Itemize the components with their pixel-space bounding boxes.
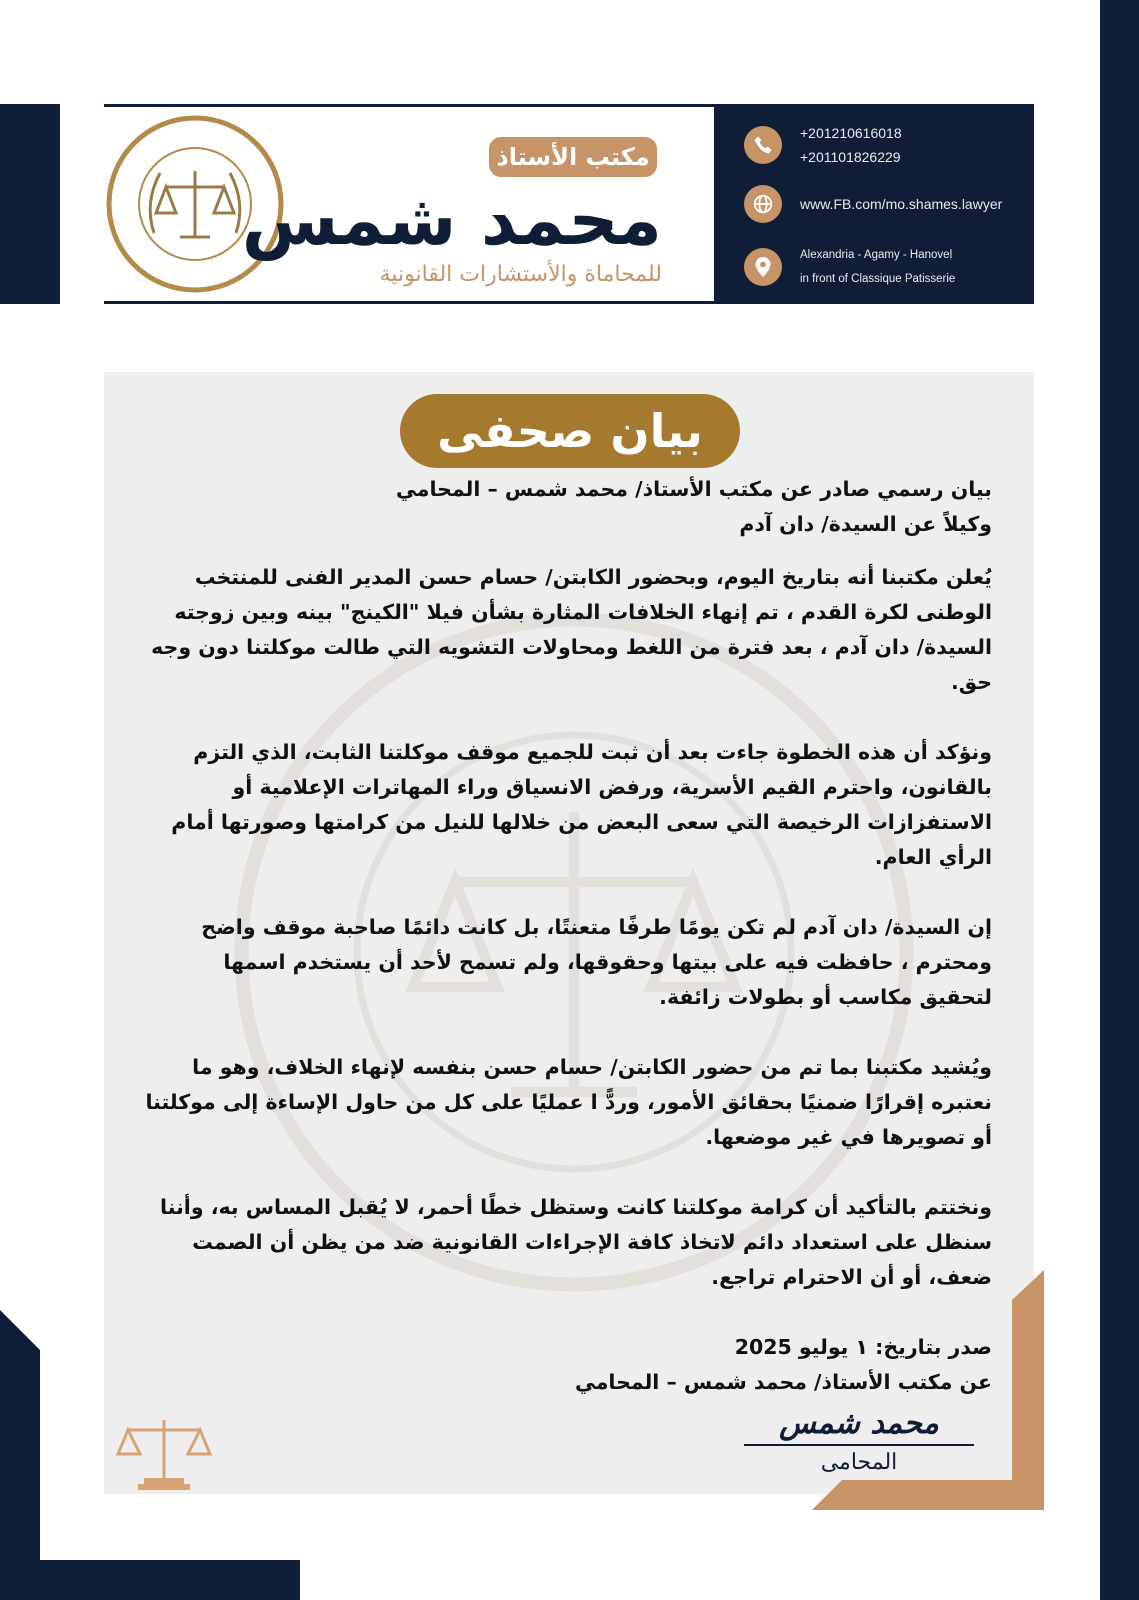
scales-of-justice-icon: [114, 1412, 214, 1492]
left-decorative-bar: [0, 104, 60, 304]
paragraph-4: ويُشيد مكتبنا بما تم من حضور الكابتن/ حسام حسن بنفسه لإنهاء الخلاف، وهو ما نعتبره إقرارًا ضمنيًا بحقائق الأمور، وردًّ ا عمليًا على كل من حاول الإساءة إلى موكلتنا أو تصويرها في غير موضعها.: [145, 1055, 992, 1149]
intro-line-1: بيان رسمي صادر عن مكتب الأستاذ/ محمد شمس – المحامي: [396, 477, 992, 501]
paragraph-3: إن السيدة/ دان آدم لم تكن يومًا طرفًا متعنتًا، بل كانت دائمًا صاحبة موقف واضح ومحترم ، حافظت فيه على بيتها وحقوقها، ولم تسمح لأحد أن يستخدم اسمها لتحقيق مكاسب أو بطولات زائفة.: [201, 915, 992, 1009]
issue-date: صدر بتاريخ: ١ يوليو 2025: [734, 1335, 992, 1359]
globe-icon: [744, 185, 782, 223]
contact-website: [744, 185, 1002, 223]
phone-number-1[interactable]: +201210616018: [800, 125, 902, 141]
letterhead: [104, 104, 1034, 304]
website-link[interactable]: www.FB.com/mo.shames.lawyer: [800, 196, 1003, 212]
phone-icon: [744, 126, 782, 164]
paragraph-1: يُعلن مكتبنا أنه بتاريخ اليوم، وبحضور الكابتن/ حسام حسن المدير الفنى للمنتخب الوطنى لكرة القدم ، تم إنهاء الخلافات المثارة بشأن فيلا "الكينج" بينه وبين زوجته السيدة/ دان آدم ، بعد فترة من اللغط ومحاولات التشويه التي طالت موكلتنا دون وجه حق.: [151, 565, 992, 694]
address-line-1: Alexandria - Agamy - Hanovel: [800, 249, 953, 261]
intro-line-2: وكيلاً عن السيدة/ دان آدم: [739, 512, 992, 536]
contact-address: [744, 243, 955, 291]
statement-title-badge: بيان صحفى: [400, 394, 740, 468]
phone-number-2[interactable]: +201101826229: [800, 149, 901, 165]
contact-panel: [714, 107, 1034, 301]
lawyer-name-logo: محمد شمس: [241, 179, 662, 261]
address-line-2: in front of Classique Patisserie: [800, 273, 956, 285]
paragraph-5: ونختتم بالتأكيد أن كرامة موكلتنا كانت وستظل خطًا أحمر، لا يُقبل المساس به، وأننا سنظل على استعداد دائم لاتخاذ كافة الإجراءات القانونية ضد من يظن أن الصمت ضعف، أو أن الاحترام تراجع.: [160, 1195, 992, 1289]
office-label-badge: مكتب الأستاذ: [489, 137, 657, 177]
bottom-right-corner-decoration: [812, 1270, 1044, 1510]
issuer-line: عن مكتب الأستاذ/ محمد شمس – المحامي: [574, 1370, 992, 1394]
signature-name: محمد شمس: [744, 1404, 974, 1446]
location-pin-icon: [744, 248, 782, 286]
office-subtitle: للمحاماة والأستشارات القانونية: [379, 262, 662, 287]
right-decorative-strip: [1100, 0, 1139, 1600]
statement-body: [144, 472, 992, 1400]
paragraph-2: ونؤكد أن هذه الخطوة جاءت بعد أن ثبت للجميع موقف موكلتنا الثابت، الذي التزم بالقانون، واحترم القيم الأسرية، ورفض الانسياق وراء المهاترات الإعلامية أو الاستفزازات الرخيصة التي سعى البعض من خلالها للنيل من كرامتها وصورتها أمام الرأي العام.: [171, 740, 992, 869]
contact-phones: [744, 121, 902, 169]
signature-title: المحامى: [820, 1450, 898, 1475]
